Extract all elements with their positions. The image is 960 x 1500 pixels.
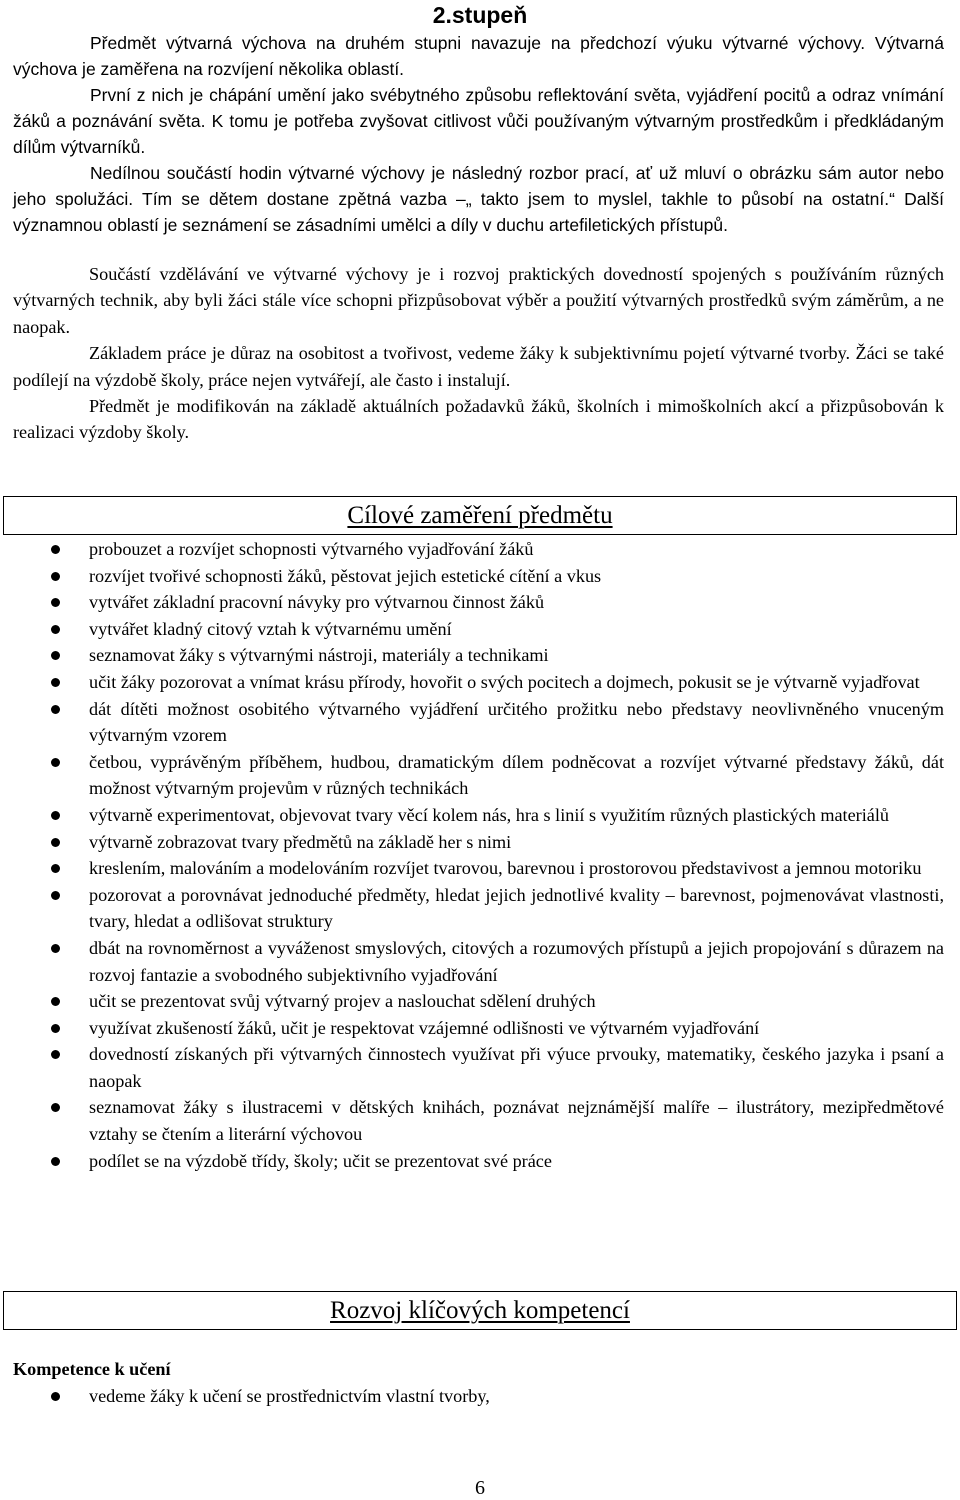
bullet-icon <box>51 651 60 660</box>
bullet-icon <box>51 758 60 767</box>
list-item-text: učit žáky pozorovat a vnímat krásu přírody, hovořit o svých pocitech a dojmech, pokusit se je výtvarně vyjadřovat <box>89 671 920 692</box>
list-item-text: seznamovat žáky s ilustracemi v dětských knihách, poznávat nejznámější malíře – ilustrátory, mezipředmětové vztahy se čtením a literární výchovou <box>89 1097 944 1145</box>
list-item <box>0 1148 944 1175</box>
competence-list <box>0 1383 960 1410</box>
bullet-icon <box>51 678 60 687</box>
body-paragraph: Základem práce je důraz na osobitost a tvořivost, vedeme žáky k subjektivnímu pojetí výtvarné tvorby. Žáci se také podílejí na výzdobě školy, práce nejen vytvářejí, ale často i instalují. <box>13 343 944 390</box>
list-item <box>0 642 944 669</box>
list-item-text: dbát na rovnoměrnost a vyváženost smyslových, citových a rozumových přístupů a jejich propojování s důrazem na rozvoj fantazie a svobodného subjektivního vyjadřování <box>89 937 944 985</box>
list-item-text: kreslením, malováním a modelováním rozvíjet tvarovou, barevnou i prostorovou představivost a jemnou motoriku <box>89 858 922 879</box>
list-item <box>0 802 944 829</box>
bullet-icon <box>51 705 60 714</box>
list-item <box>0 749 944 802</box>
list-item <box>0 1041 944 1094</box>
list-item <box>0 1383 944 1410</box>
bullet-icon <box>51 1157 60 1166</box>
list-item-text: rozvíjet tvořivé schopnosti žáků, pěstovat jejich estetické cítění a vkus <box>89 565 602 586</box>
list-item <box>0 1094 944 1147</box>
body-paragraph: Součástí vzdělávání ve výtvarné výchovy je i rozvoj praktických dovedností spojených s používáním různých výtvarných technik, aby byli žáci stále více schopni přizpůsobovat výběr a použití výtvarných prostředků svým záměrům, a ne naopak. <box>13 264 944 337</box>
bullet-icon <box>51 838 60 847</box>
bullet-icon <box>51 864 60 873</box>
section-title-box-cilove <box>3 496 957 535</box>
body-paragraph: Předmět je modifikován na základě aktuálních požadavků žáků, školních i mimoškolních akcí a přizpůsobován k realizaci výzdoby školy. <box>13 396 944 443</box>
list-item-text: četbou, vyprávěným příběhem, hudbou, dramatickým dílem podněcovat a rozvíjet výtvarné představy žáků, dát možnost výtvarným projevům v různých technikách <box>89 751 944 799</box>
list-item-text: pozorovat a porovnávat jednoduché předměty, hledat jejich jednotlivé kvality – barevnost, pojmenovávat vlastnosti, tvary, hledat a odlišovat struktury <box>89 884 944 932</box>
list-item <box>0 616 944 643</box>
bullet-icon <box>51 572 60 581</box>
list-item-text: vedeme žáky k učení se prostřednictvím vlastní tvorby, <box>89 1386 490 1406</box>
list-item <box>0 563 944 590</box>
list-item <box>0 988 944 1015</box>
intro-paragraph: První z nich je chápání umění jako svébytného způsobu reflektování světa, vyjádření pocitů a odraz vnímání žáků a poznávání světa. K tomu je potřeba zvyšovat citlivost vůči používaným výtvarným prostředkům i předkládaným dílům výtvarníků. <box>13 85 944 157</box>
list-item <box>0 536 944 563</box>
list-item-text: výtvarně zobrazovat tvary předmětů na základě her s nimi <box>89 831 512 852</box>
list-item-text: probouzet a rozvíjet schopnosti výtvarného vyjadřování žáků <box>89 539 534 559</box>
section-title: Rozvoj klíčových kompetencí <box>330 1297 630 1324</box>
intro-paragraph: Nedílnou součástí hodin výtvarné výchovy je následný rozbor prací, ať už mluví o obrázku sám autor nebo jeho spolužáci. Tím se dětem dostane zpětná vazba –„ takto jsem to myslel, takhle to působí na ostatní.“ Další významnou oblastí je seznámení se zásadními umělci a díly v duchu artefiletických přístupů. <box>13 163 944 235</box>
bullet-icon <box>51 1024 60 1033</box>
list-item <box>0 829 944 856</box>
list-item-text: seznamovat žáky s výtvarnými nástroji, materiály a technikami <box>89 645 549 666</box>
competence-subheading: Kompetence k učení <box>13 1359 171 1379</box>
bullet-icon <box>51 1050 60 1059</box>
list-item-text: podílet se na výzdobě třídy, školy; učit se prezentovat své práce <box>89 1150 552 1171</box>
list-item-text: dovedností získaných při výtvarných činnostech využívat při výuce prvouky, matematiky, českého jazyka i psaní a naopak <box>89 1044 944 1091</box>
list-item-text: dát dítěti možnost osobitého výtvarného vyjádření určitého prožitku nebo představy neovlivněného vnuceným výtvarným vzorem <box>89 698 944 746</box>
page-number: 6 <box>475 1477 485 1499</box>
list-item <box>0 589 944 616</box>
main-text <box>13 261 944 446</box>
intro-text <box>13 30 944 238</box>
goals-list <box>0 536 960 1174</box>
list-item-text: využívat zkušeností žáků, učit je respektovat vzájemné odlišnosti ve výtvarném vyjadřování <box>89 1017 760 1038</box>
list-item <box>0 669 944 696</box>
list-item-text: vytvářet základní pracovní návyky pro výtvarnou činnost žáků <box>89 592 545 613</box>
bullet-icon <box>51 811 60 820</box>
list-item <box>0 935 944 988</box>
bullet-icon <box>51 545 60 554</box>
bullet-icon <box>51 997 60 1006</box>
section-title: Cílové zaměření předmětu <box>347 502 613 529</box>
bullet-icon <box>51 891 60 900</box>
list-item-text: vytvářet kladný citový vztah k výtvarnému umění <box>89 618 452 639</box>
list-item <box>0 1015 944 1042</box>
list-item <box>0 855 944 882</box>
bullet-icon <box>51 1103 60 1112</box>
bullet-icon <box>51 1392 60 1401</box>
list-item-text: výtvarně experimentovat, objevovat tvary věcí kolem nás, hra s linií s využitím různých plastických materiálů <box>89 804 890 825</box>
page-heading: 2.stupeň <box>432 2 528 28</box>
intro-paragraph: Předmět výtvarná výchova na druhém stupni navazuje na předchozí výuku výtvarné výchovy. Výtvarná výchova je zaměřena na rozvíjení několika oblastí. <box>13 33 944 79</box>
list-item <box>0 882 944 935</box>
bullet-icon <box>51 598 60 607</box>
list-item <box>0 696 944 749</box>
bullet-icon <box>51 944 60 953</box>
list-item-text: učit se prezentovat svůj výtvarný projev a naslouchat sdělení druhých <box>89 991 596 1012</box>
section-title-box-rozvoj <box>3 1291 957 1330</box>
bullet-icon <box>51 625 60 634</box>
